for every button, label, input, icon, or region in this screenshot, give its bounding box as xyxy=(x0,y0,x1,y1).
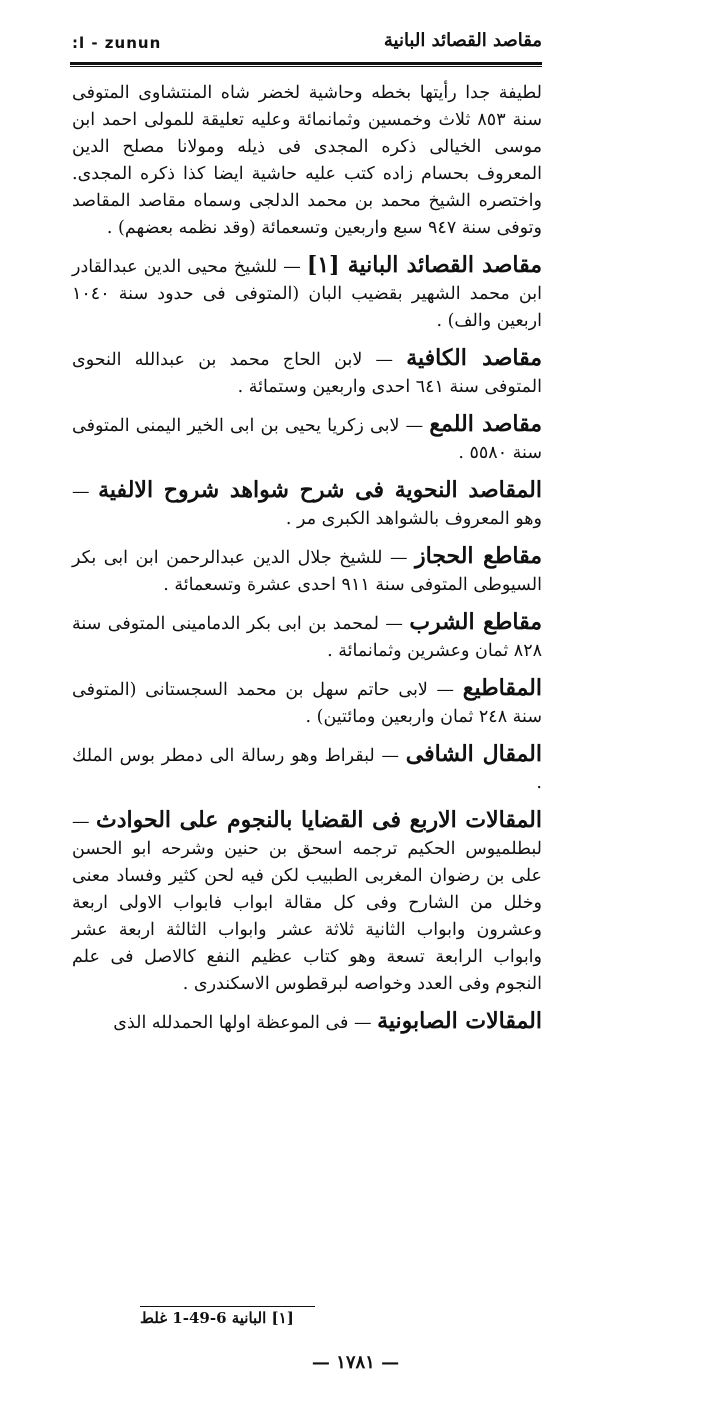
entry-title: المقاطيع xyxy=(462,675,542,701)
page-number-wrapper xyxy=(0,1352,711,1373)
entry-text: — لابن الحاج محمد بن عبدالله النحوى المتوفى سنة ٦٤١ احدى واربعين وستمائة . xyxy=(72,350,542,397)
entry-title: مقاطع الحجاز xyxy=(415,543,542,569)
header-title: مقاصد القصائد البانية xyxy=(383,30,542,51)
entry-title: المقالات الاربع فى القضايا بالنجوم على الحوادث xyxy=(96,807,542,833)
entry-text: — للشيخ محيى الدين عبدالقادر ابن محمد الشهير بقضيب البان (المتوفى فى حدود سنة ١٠٤٠ اربعين والف) . xyxy=(72,257,542,331)
entry-paragraph xyxy=(72,609,542,665)
page-number: — ١٧٨١ — xyxy=(311,1352,400,1373)
running-header xyxy=(72,28,542,58)
entry-text: — وهو المعروف بالشواهد الكبرى مر . xyxy=(72,482,542,529)
entry-text: — لبقراط وهو رسالة الى دمطر بوس الملك . xyxy=(72,746,542,793)
entry-paragraph xyxy=(72,477,542,533)
entry-text: — لابى زكريا يحيى بن ابى الخير اليمنى المتوفى سنة ٥٥٨٠ . xyxy=(72,416,542,463)
entry-text: — فى الموعظة اولها الحمدلله الذى xyxy=(113,1013,378,1033)
entry-text: — لبطلميوس الحكيم ترجمه اسحق بن حنين وشرحه ابو الحسن على بن رضوان المغربى الطبيب لكن فيه لحن كثير وفساد معنى وخلل من الشارح وفى كل مقالة ابواب فابواب الاولى اربعة وعشرون وابواب الثانية ثلاثة عشر وابواب الثالثة اربعة عشر وابواب الرابعة تسعة وهو كتاب عظيم النفع كالاصل فى علم النجوم وفى العدد وخواصه لبرقطوس الاسكندرى . xyxy=(72,812,542,994)
entry-paragraph xyxy=(72,78,542,242)
entry-paragraph xyxy=(72,252,542,335)
entry-title: مقاطع الشرب xyxy=(409,609,542,635)
entry-paragraph xyxy=(72,1008,542,1037)
header-rule xyxy=(70,62,542,67)
entry-title: مقاصد القصائد البانية [١] xyxy=(306,252,542,278)
entry-text: — للشيخ جلال الدين عبدالرحمن ابن ابى بكر السيوطى المتوفى سنة ٩١١ احدى عشرة وتسعمائة . xyxy=(72,548,542,595)
entry-paragraph xyxy=(72,411,542,467)
entry-paragraph xyxy=(72,543,542,599)
entry-paragraph xyxy=(72,675,542,731)
entry-text: — لابى حاتم سهل بن محمد السجستانى (المتوفى سنة ٢٤٨ ثمان واربعين ومائتين) . xyxy=(72,680,542,727)
entry-text: لطيفة جدا رأيتها بخطه وحاشية لخضر شاه المنتشاوى المتوفى سنة ٨٥٣ ثلاث وخمسين وثمانمائة وعليه تعليقة للمولى احمد ابن موسى الخيالى ذكره المجدى فى ذيله ومولانا مصلح الدين المعروف بحسام زاده كتب عليه حاشية ايضا كذا ذكره المجدى. واختصره الشيخ محمد بن محمد الدلجى وسماه مقاصد المقاصد وتوفى سنة ٩٤٧ سبع واربعين وتسعمائة (وقد نظمه بعضهم) . xyxy=(72,83,542,238)
entry-text: — لمحمد بن ابى بكر الدمامينى المتوفى سنة ٨٢٨ ثمان وعشرين وثمانمائة . xyxy=(72,614,542,661)
entry-paragraph xyxy=(72,741,542,797)
entry-title: مقاصد اللمع xyxy=(429,411,542,437)
page-body xyxy=(72,78,542,1037)
footnote: [١] البانية 6-49-1 غلط xyxy=(140,1306,315,1327)
header-left-text: :l - zunun xyxy=(72,34,162,52)
entry-paragraph xyxy=(72,345,542,401)
entry-title: المقال الشافى xyxy=(405,741,542,767)
entry-paragraph xyxy=(72,807,542,998)
entry-title: المقالات الصابونية xyxy=(377,1008,542,1034)
entry-title: المقاصد النحوية فى شرح شواهد شروح الالفية xyxy=(98,477,542,503)
entry-title: مقاصد الكافية xyxy=(406,345,543,371)
